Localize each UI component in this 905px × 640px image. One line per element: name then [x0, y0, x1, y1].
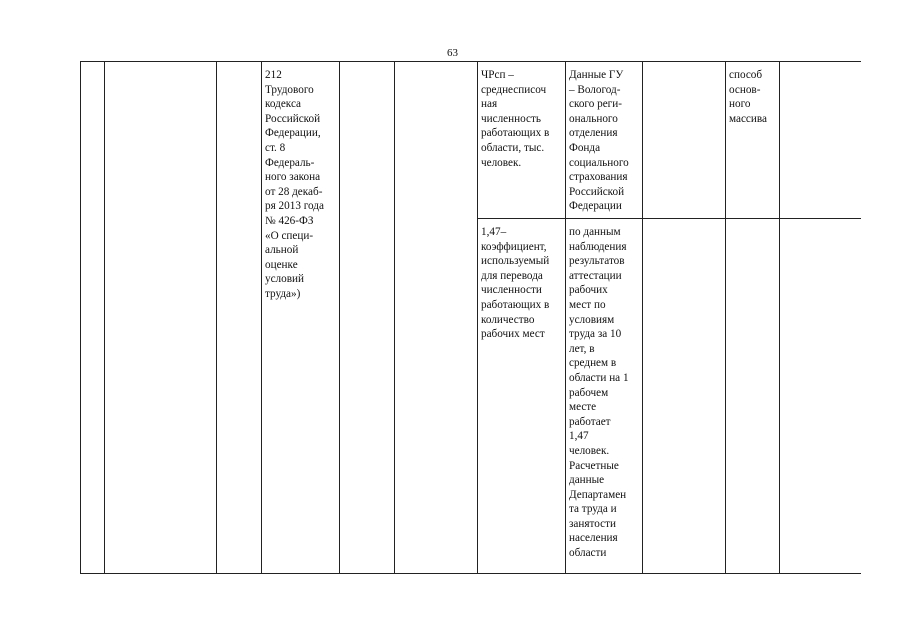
cell-method-row1: способ основ- ного массива [729, 69, 767, 125]
table-top-border [80, 61, 861, 62]
cell-source-row1: Данные ГУ – Вологод- ского реги- онального отделения Фонда социального страхования Российской Федерации [569, 69, 629, 213]
column-divider-7 [565, 61, 566, 573]
table-left-border [80, 61, 81, 573]
cell-legal-basis: 212 Трудового кодекса Российской Федерации, ст. 8 Федераль- ного закона от 28 декаб- ря 2013 года № 426-ФЗ «О специ- альной оценке условий труда») [265, 69, 324, 300]
column-divider-1 [104, 61, 105, 573]
column-divider-3 [261, 61, 262, 573]
table-bottom-border [80, 573, 861, 574]
cell-indicator-row1: ЧРсп – среднесписоч ная численность работающих в области, тыс. человек. [481, 69, 550, 169]
page-number: 63 [447, 47, 458, 59]
column-divider-10 [779, 61, 780, 573]
column-divider-9 [725, 61, 726, 573]
column-divider-6 [477, 61, 478, 573]
column-divider-5 [394, 61, 395, 573]
column-divider-4 [339, 61, 340, 573]
cell-indicator-row2: 1,47– коэффициент, используемый для перевода численности работающих в количество рабочих мест [481, 226, 550, 341]
cell-source-row2: по данным наблюдения результатов аттестации рабочих мест по условиям труда за 10 лет, в среднем в области на 1 рабочем месте работает 1,47 человек. Расчетные данные Департамен та труда и занятости населения области [569, 226, 629, 560]
row-separator [477, 218, 861, 219]
column-divider-2 [216, 61, 217, 573]
